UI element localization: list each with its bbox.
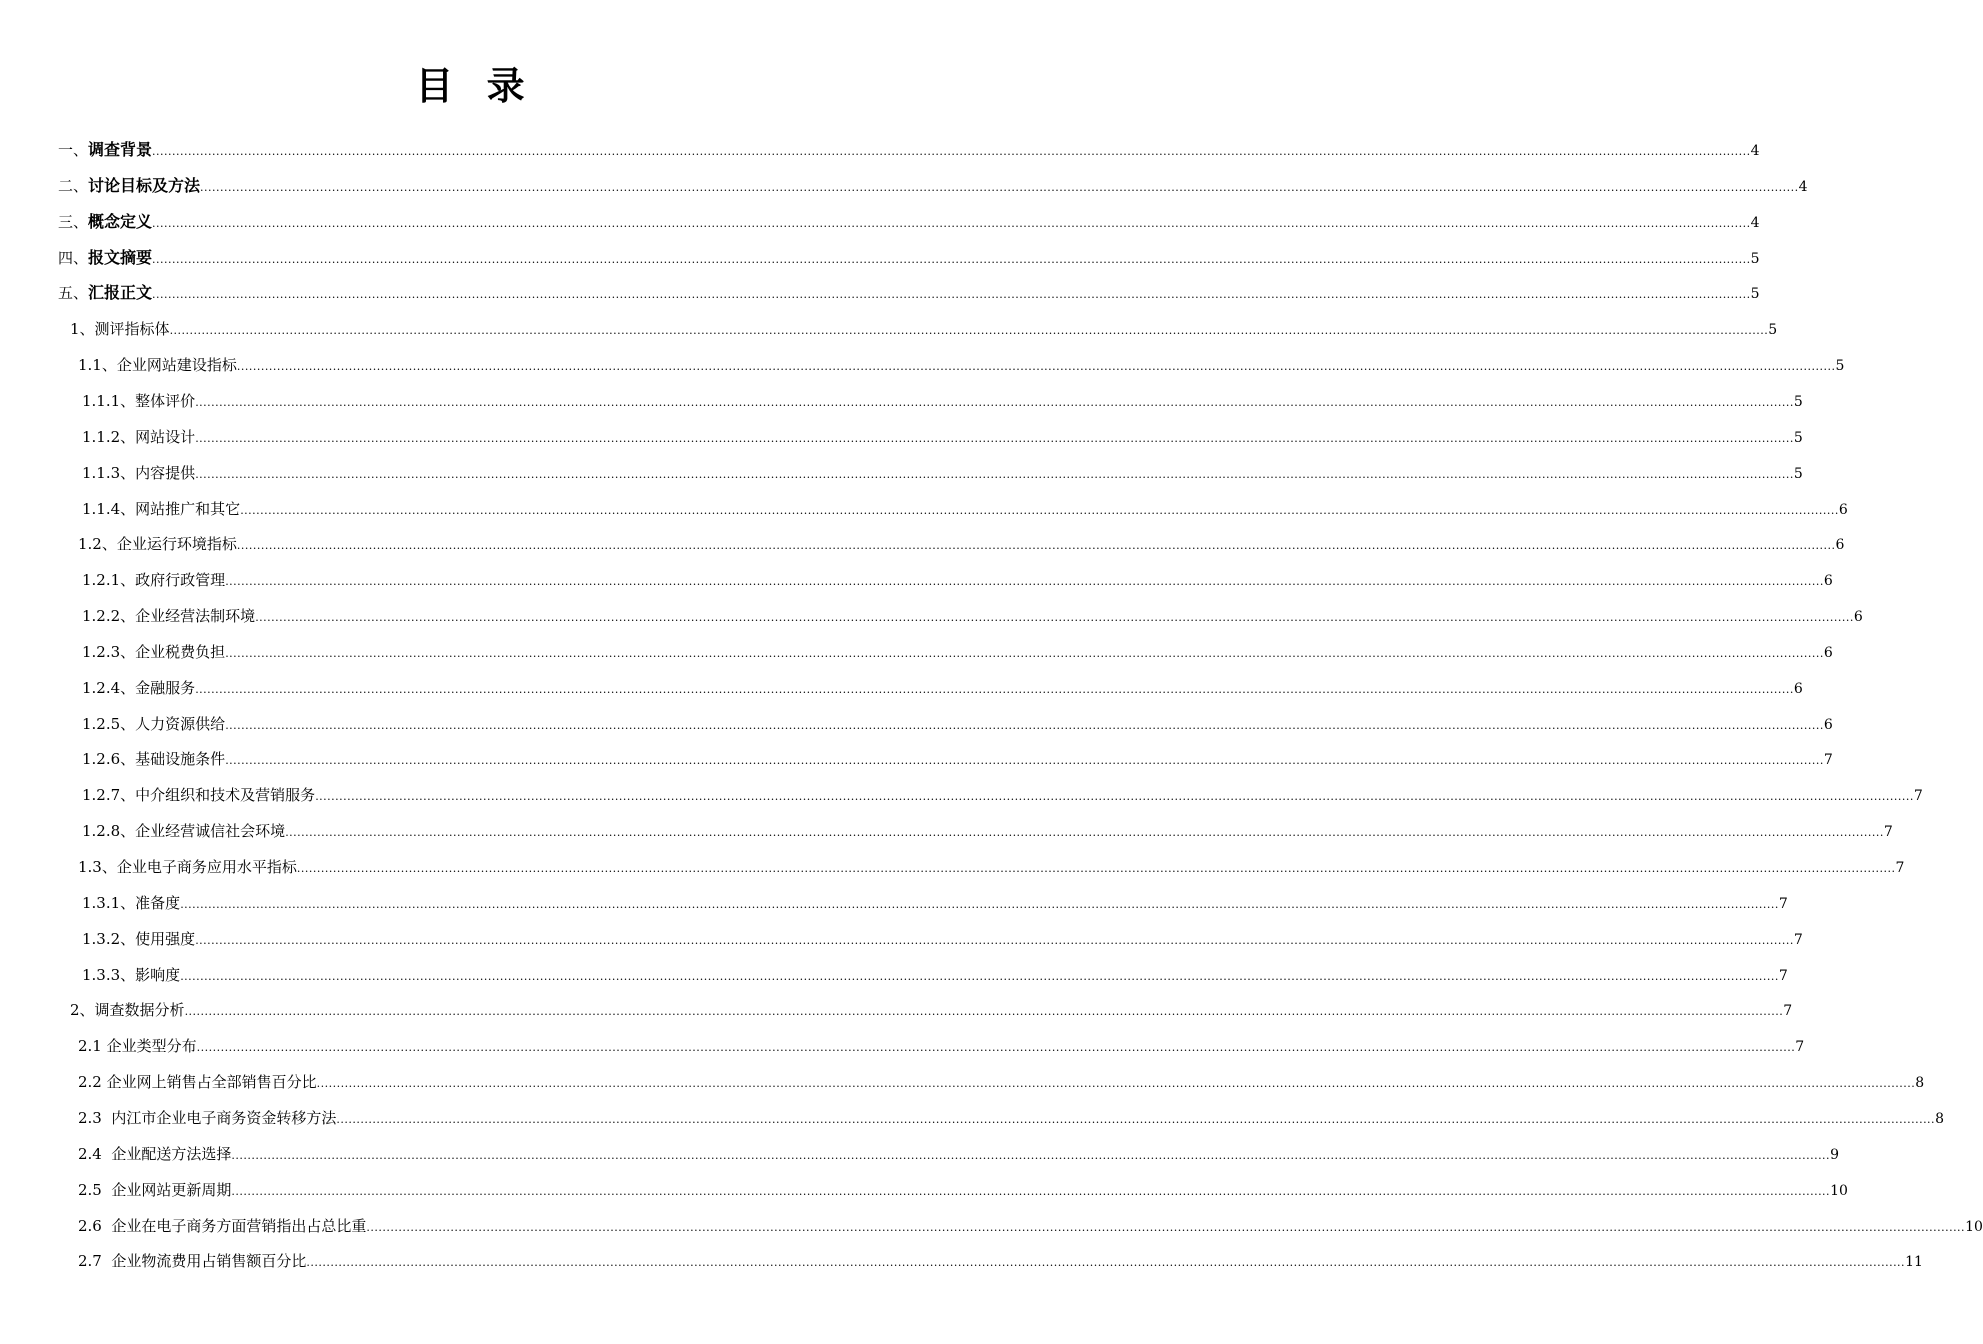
toc-leader-dots: ................................................................................................................................................................................................................................................................................................................................................................................................................: [152, 253, 1751, 266]
toc-entry-title: 政府行政管理: [135, 571, 226, 589]
toc-entry[interactable]: [78, 1214, 1983, 1238]
toc-page-number: 6: [1823, 717, 1833, 733]
toc-leader-dots: ................................................................................................................................................................................................................................................................................................................................................................................................................: [196, 1041, 1796, 1054]
toc-page-number: 7: [1783, 1003, 1793, 1019]
toc-entry[interactable]: [82, 568, 1833, 592]
toc-page-number: 7: [1895, 860, 1905, 876]
toc-entry-number: 1.1.2、: [82, 428, 136, 446]
toc-entry-title: 调查背景: [88, 140, 153, 159]
toc-entry-title: 企业网上销售占全部销售百分比: [106, 1073, 317, 1091]
toc-leader-dots: ................................................................................................................................................................................................................................................................................................................................................................................................................: [225, 719, 1824, 732]
toc-entry[interactable]: [58, 138, 1760, 162]
toc-entry-title: 企业在电子商务方面营销指出占总比重: [111, 1217, 367, 1235]
toc-entry-number: 1.2.8、: [82, 822, 136, 840]
toc-page-number: 5: [1750, 286, 1760, 302]
toc-entry-title: 企业经营法制环境: [135, 607, 256, 625]
toc-entry[interactable]: [58, 210, 1760, 234]
toc-entry[interactable]: [58, 174, 1808, 198]
toc-entry[interactable]: [82, 712, 1833, 736]
toc-entry-number: 1.2.7、: [82, 786, 136, 804]
toc-entry-number: 1.1.1、: [82, 392, 136, 410]
toc-entry-title: 企业网站建设指标: [116, 356, 237, 374]
toc-leader-dots: ................................................................................................................................................................................................................................................................................................................................................................................................................: [336, 1113, 1936, 1126]
toc-entry-title: 准备度: [135, 894, 181, 912]
toc-entry-number: 1.2.3、: [82, 643, 136, 661]
toc-entry-title: 金融服务: [135, 679, 196, 697]
toc-entry-number: 一、: [58, 141, 89, 159]
toc-leader-dots: ................................................................................................................................................................................................................................................................................................................................................................................................................: [296, 862, 1896, 875]
toc-entry-title: 讨论目标及方法: [88, 176, 201, 195]
toc-page-number: 7: [1823, 752, 1833, 768]
toc-entry-number: 2.4: [78, 1145, 112, 1163]
toc-entry-title: 企业类型分布: [106, 1037, 197, 1055]
toc-leader-dots: ................................................................................................................................................................................................................................................................................................................................................................................................................: [152, 288, 1751, 301]
toc-page-number: 7: [1778, 968, 1788, 984]
toc-leader-dots: ................................................................................................................................................................................................................................................................................................................................................................................................................: [195, 468, 1794, 481]
toc-entry-number: 2、: [70, 1001, 95, 1019]
toc-leader-dots: ................................................................................................................................................................................................................................................................................................................................................................................................................: [180, 970, 1779, 983]
toc-page-number: 6: [1823, 645, 1833, 661]
toc-entry-title: 概念定义: [88, 212, 153, 231]
toc-page-number: 7: [1778, 896, 1788, 912]
toc-page-number: 6: [1838, 502, 1848, 518]
toc-leader-dots: ................................................................................................................................................................................................................................................................................................................................................................................................................: [152, 217, 1751, 230]
toc-leader-dots: ................................................................................................................................................................................................................................................................................................................................................................................................................: [195, 934, 1794, 947]
toc-leader-dots: ................................................................................................................................................................................................................................................................................................................................................................................................................: [366, 1221, 1966, 1234]
toc-entry[interactable]: [78, 1178, 1848, 1202]
toc-leader-dots: ................................................................................................................................................................................................................................................................................................................................................................................................................: [231, 1185, 1831, 1198]
toc-entry-title: 企业网站更新周期: [111, 1181, 232, 1199]
toc-leader-dots: ................................................................................................................................................................................................................................................................................................................................................................................................................: [195, 683, 1794, 696]
toc-entry-number: 三、: [58, 213, 89, 231]
toc-leader-dots: ................................................................................................................................................................................................................................................................................................................................................................................................................: [225, 575, 1824, 588]
toc-page-number: 4: [1798, 179, 1808, 195]
toc-entry[interactable]: [82, 676, 1803, 700]
toc-entry-number: 四、: [58, 249, 89, 267]
toc-leader-dots: ................................................................................................................................................................................................................................................................................................................................................................................................................: [306, 1256, 1906, 1269]
toc-entry[interactable]: [82, 783, 1923, 807]
toc-entry-number: 1.1.3、: [82, 464, 136, 482]
toc-entry[interactable]: [82, 747, 1833, 771]
toc-leader-dots: ................................................................................................................................................................................................................................................................................................................................................................................................................: [285, 826, 1884, 839]
toc-entry-number: 1.1.4、: [82, 500, 136, 518]
toc-entry-number: 1.3.2、: [82, 930, 136, 948]
toc-page-number: 11: [1905, 1254, 1923, 1270]
toc-page-number: 5: [1750, 251, 1760, 267]
toc-page-number: 6: [1835, 537, 1845, 553]
toc-leader-dots: ................................................................................................................................................................................................................................................................................................................................................................................................................: [315, 790, 1914, 803]
toc-entry-title: 企业物流费用占销售额百分比: [111, 1252, 307, 1270]
toc-entry[interactable]: [78, 1249, 1923, 1273]
toc-page-number: 7: [1883, 824, 1893, 840]
toc-entry-title: 企业配送方法选择: [111, 1145, 232, 1163]
toc-entry-number: 2.7: [78, 1252, 112, 1270]
toc-page-number: 5: [1793, 394, 1803, 410]
toc-page-number: 9: [1830, 1147, 1839, 1163]
toc-entry[interactable]: [82, 819, 1893, 843]
toc-entry-title: 使用强度: [135, 930, 196, 948]
toc-entry[interactable]: [78, 1106, 1944, 1130]
toc-leader-dots: ................................................................................................................................................................................................................................................................................................................................................................................................................: [231, 1149, 1831, 1162]
toc-entry-title: 测评指标体: [94, 320, 170, 338]
toc-entry[interactable]: [58, 246, 1760, 270]
toc-entry[interactable]: [82, 640, 1833, 664]
toc-entry-title: 汇报正文: [88, 283, 153, 302]
toc-entry-number: 1.2.4、: [82, 679, 136, 697]
toc-leader-dots: ................................................................................................................................................................................................................................................................................................................................................................................................................: [225, 647, 1824, 660]
toc-entry-number: 1、: [70, 320, 95, 338]
toc-entry-title: 企业税费负担: [135, 643, 226, 661]
toc-leader-dots: ................................................................................................................................................................................................................................................................................................................................................................................................................: [236, 539, 1836, 552]
toc-entry-title: 内容提供: [135, 464, 196, 482]
toc-entry-number: 2.5: [78, 1181, 112, 1199]
toc-page-number: 4: [1750, 215, 1760, 231]
toc-entry-title: 企业运行环境指标: [116, 535, 237, 553]
toc-entry-number: 1.2、: [78, 535, 117, 553]
toc-page-number: 8: [1915, 1075, 1925, 1091]
toc-entry-number: 1.2.5、: [82, 715, 136, 733]
toc-entry-number: 1.1、: [78, 356, 117, 374]
toc-page-number: 7: [1795, 1039, 1805, 1055]
toc-entry-number: 1.2.1、: [82, 571, 136, 589]
toc-entry-number: 1.3.3、: [82, 966, 136, 984]
toc-entry[interactable]: [58, 281, 1760, 305]
toc-entry[interactable]: [82, 425, 1803, 449]
page-title: 目 录: [415, 64, 535, 108]
toc-entry[interactable]: [78, 1034, 1805, 1058]
toc-entry-number: 五、: [58, 284, 89, 302]
toc-entry-number: 2.2: [78, 1073, 107, 1091]
toc-entry-title: 调查数据分析: [94, 1001, 185, 1019]
toc-leader-dots: ................................................................................................................................................................................................................................................................................................................................................................................................................: [200, 181, 1799, 194]
toc-leader-dots: ................................................................................................................................................................................................................................................................................................................................................................................................................: [240, 504, 1839, 517]
toc-page-number: 6: [1793, 681, 1803, 697]
toc-entry[interactable]: [82, 891, 1788, 915]
toc-page-number: 5: [1793, 466, 1803, 482]
toc-entry-number: 1.2.6、: [82, 750, 136, 768]
toc-entry-title: 网站推广和其它: [135, 500, 241, 518]
toc-entry[interactable]: [70, 317, 1778, 341]
toc-entry[interactable]: [78, 1070, 1925, 1094]
toc-entry[interactable]: [78, 532, 1845, 556]
toc-entry[interactable]: [82, 389, 1803, 413]
toc-entry-title: 人力资源供给: [135, 715, 226, 733]
toc-leader-dots: ................................................................................................................................................................................................................................................................................................................................................................................................................: [180, 898, 1779, 911]
toc-entry-title: 企业电子商务应用水平指标: [116, 858, 297, 876]
toc-leader-dots: ................................................................................................................................................................................................................................................................................................................................................................................................................: [152, 145, 1751, 158]
toc-page-number: 10: [1965, 1219, 1983, 1235]
toc-leader-dots: ................................................................................................................................................................................................................................................................................................................................................................................................................: [184, 1005, 1784, 1018]
toc-page-number: 5: [1835, 358, 1845, 374]
toc-leader-dots: ................................................................................................................................................................................................................................................................................................................................................................................................................: [236, 360, 1836, 373]
toc-page-number: 5: [1768, 322, 1778, 338]
toc-leader-dots: ................................................................................................................................................................................................................................................................................................................................................................................................................: [255, 611, 1854, 624]
toc-leader-dots: ................................................................................................................................................................................................................................................................................................................................................................................................................: [195, 396, 1794, 409]
toc-entry[interactable]: [70, 998, 1793, 1022]
toc-entry[interactable]: [82, 604, 1863, 628]
toc-entry-number: 1.3、: [78, 858, 117, 876]
toc-entry[interactable]: [82, 963, 1788, 987]
toc-entry[interactable]: [82, 927, 1803, 951]
toc-entry-number: 1.3.1、: [82, 894, 136, 912]
toc-page-number: 7: [1793, 932, 1803, 948]
toc-leader-dots: ................................................................................................................................................................................................................................................................................................................................................................................................................: [169, 324, 1769, 337]
toc-entry[interactable]: [82, 461, 1803, 485]
toc-page-number: 8: [1935, 1111, 1944, 1127]
toc-entry-title: 基础设施条件: [135, 750, 226, 768]
toc-entry-title: 整体评价: [135, 392, 196, 410]
toc-entry[interactable]: [78, 1142, 1839, 1166]
toc-entry-title: 内江市企业电子商务资金转移方法: [111, 1109, 337, 1127]
toc-entry[interactable]: [78, 353, 1845, 377]
toc-page-number: 10: [1830, 1183, 1848, 1199]
toc-entry-title: 网站设计: [135, 428, 196, 446]
toc-entry-title: 中介组织和技术及营销服务: [135, 786, 316, 804]
toc-leader-dots: ................................................................................................................................................................................................................................................................................................................................................................................................................: [195, 432, 1794, 445]
toc-entry-number: 1.2.2、: [82, 607, 136, 625]
toc-page-number: 6: [1823, 573, 1833, 589]
toc-entry[interactable]: [82, 497, 1848, 521]
toc-entry-title: 影响度: [135, 966, 181, 984]
toc-page-number: 7: [1913, 788, 1923, 804]
toc-leader-dots: ................................................................................................................................................................................................................................................................................................................................................................................................................: [225, 754, 1824, 767]
toc-leader-dots: ................................................................................................................................................................................................................................................................................................................................................................................................................: [316, 1077, 1916, 1090]
toc-page-number: 4: [1750, 143, 1760, 159]
toc-entry[interactable]: [78, 855, 1905, 879]
toc-entry-title: 企业经营诚信社会环境: [135, 822, 286, 840]
toc-entry-title: 报文摘要: [88, 248, 153, 267]
toc-entry-number: 二、: [58, 177, 89, 195]
toc-page-number: 6: [1853, 609, 1863, 625]
toc-page-number: 5: [1793, 430, 1803, 446]
toc-entry-number: 2.6: [78, 1217, 112, 1235]
toc-entry-number: 2.3: [78, 1109, 112, 1127]
toc-entry-number: 2.1: [78, 1037, 107, 1055]
